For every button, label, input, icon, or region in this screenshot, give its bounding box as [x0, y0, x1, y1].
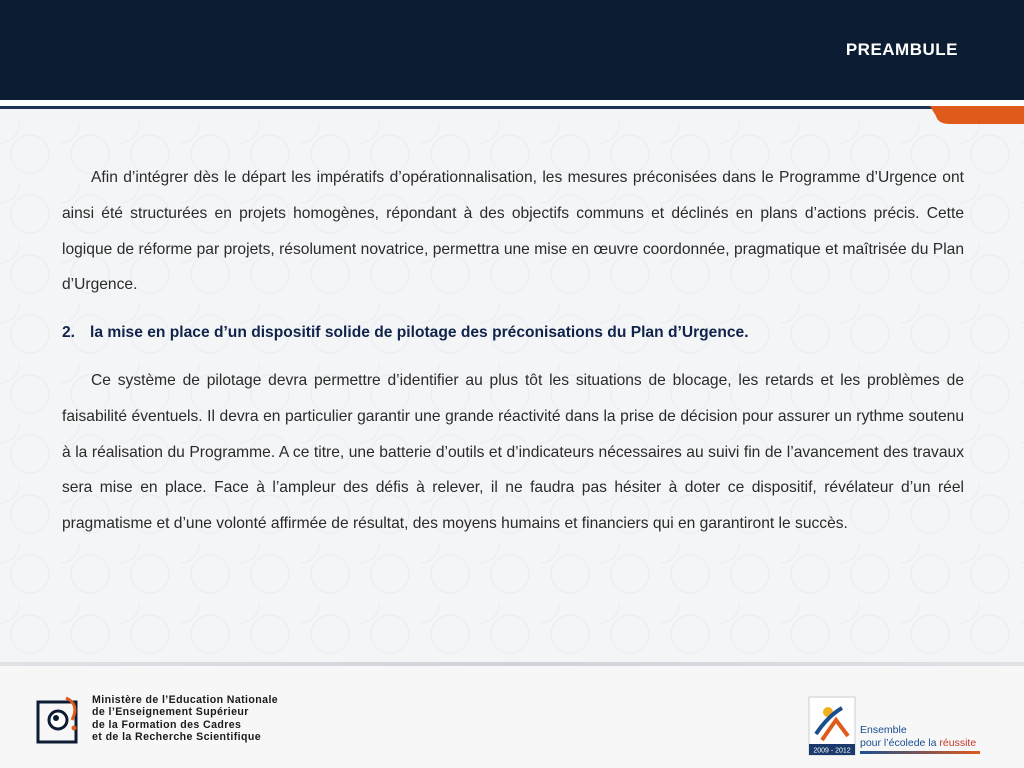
ministry-name: [92, 694, 278, 744]
ensemble-prefix: pour l’école: [860, 737, 914, 749]
slide-title: PREAMBULE: [845, 40, 958, 59]
section-heading: [62, 315, 964, 351]
ministry-line: et de la Recherche Scientifique: [92, 731, 262, 744]
paragraph-intro: Afin d’intégrer dès le départ les impératifs d’opérationnalisation, les mesures préconisées dans le Programme d’Urgence ont ainsi été structurées en projets homogènes, répondant à des objectifs communs et déclinés en plans d’actions précis. Cette logique de réforme par projets, résolument novatrice, permettra une mise en œuvre coordonnée, pragmatique et maîtrisée du Plan d’Urgence.: [62, 169, 964, 294]
header-accent-bar: [0, 100, 1024, 124]
ensemble-badge: 2009 - 2012: [813, 747, 851, 755]
ensemble-line2: [860, 737, 976, 750]
ensemble-mid: de la: [913, 737, 940, 749]
ensemble-slogan: [860, 724, 976, 750]
header-bar: [0, 0, 1024, 100]
footer-divider: [0, 662, 1024, 666]
body-text: [62, 160, 964, 554]
ministry-line: de l’Enseignement Supérieur: [92, 706, 249, 719]
ministry-line: Ministère de l’Education Nationale: [92, 694, 279, 706]
ensemble-logo-icon: [808, 696, 856, 756]
ensemble-line1: Ensemble: [860, 724, 907, 736]
ministry-line: de la Formation des Cadres: [92, 718, 242, 731]
heading-number: 2.: [62, 324, 76, 342]
paragraph-pilotage: Ce système de pilotage devra permettre d’identifier au plus tôt les situations de blocage, les retards et les problèmes de faisabilité éventuels. Il devra en particulier garantir une grande réactivité dans la prise de décision pour assurer un rythme soutenu à la réalisation du Programme. A ce titre, une batterie d’outils et d’indicateurs nécessaires au suivi fin de l’avancement des travaux sera mise en place. Face à l’ampleur des défis à relever, il ne faudra pas hésiter à doter ce dispositif, révélateur d’un réel pragmatisme et d’une volonté affirmée de résultat, des moyens humains et financiers qui en garantiront le succès.: [62, 371, 964, 533]
ministry-logo-icon: [36, 694, 84, 746]
ensemble-suffix: réussite: [939, 737, 977, 749]
ensemble-underline: [860, 751, 980, 754]
heading-text: la mise en place d’un dispositif solide de pilotage des préconisations du Plan d’Urgence.: [90, 324, 749, 342]
